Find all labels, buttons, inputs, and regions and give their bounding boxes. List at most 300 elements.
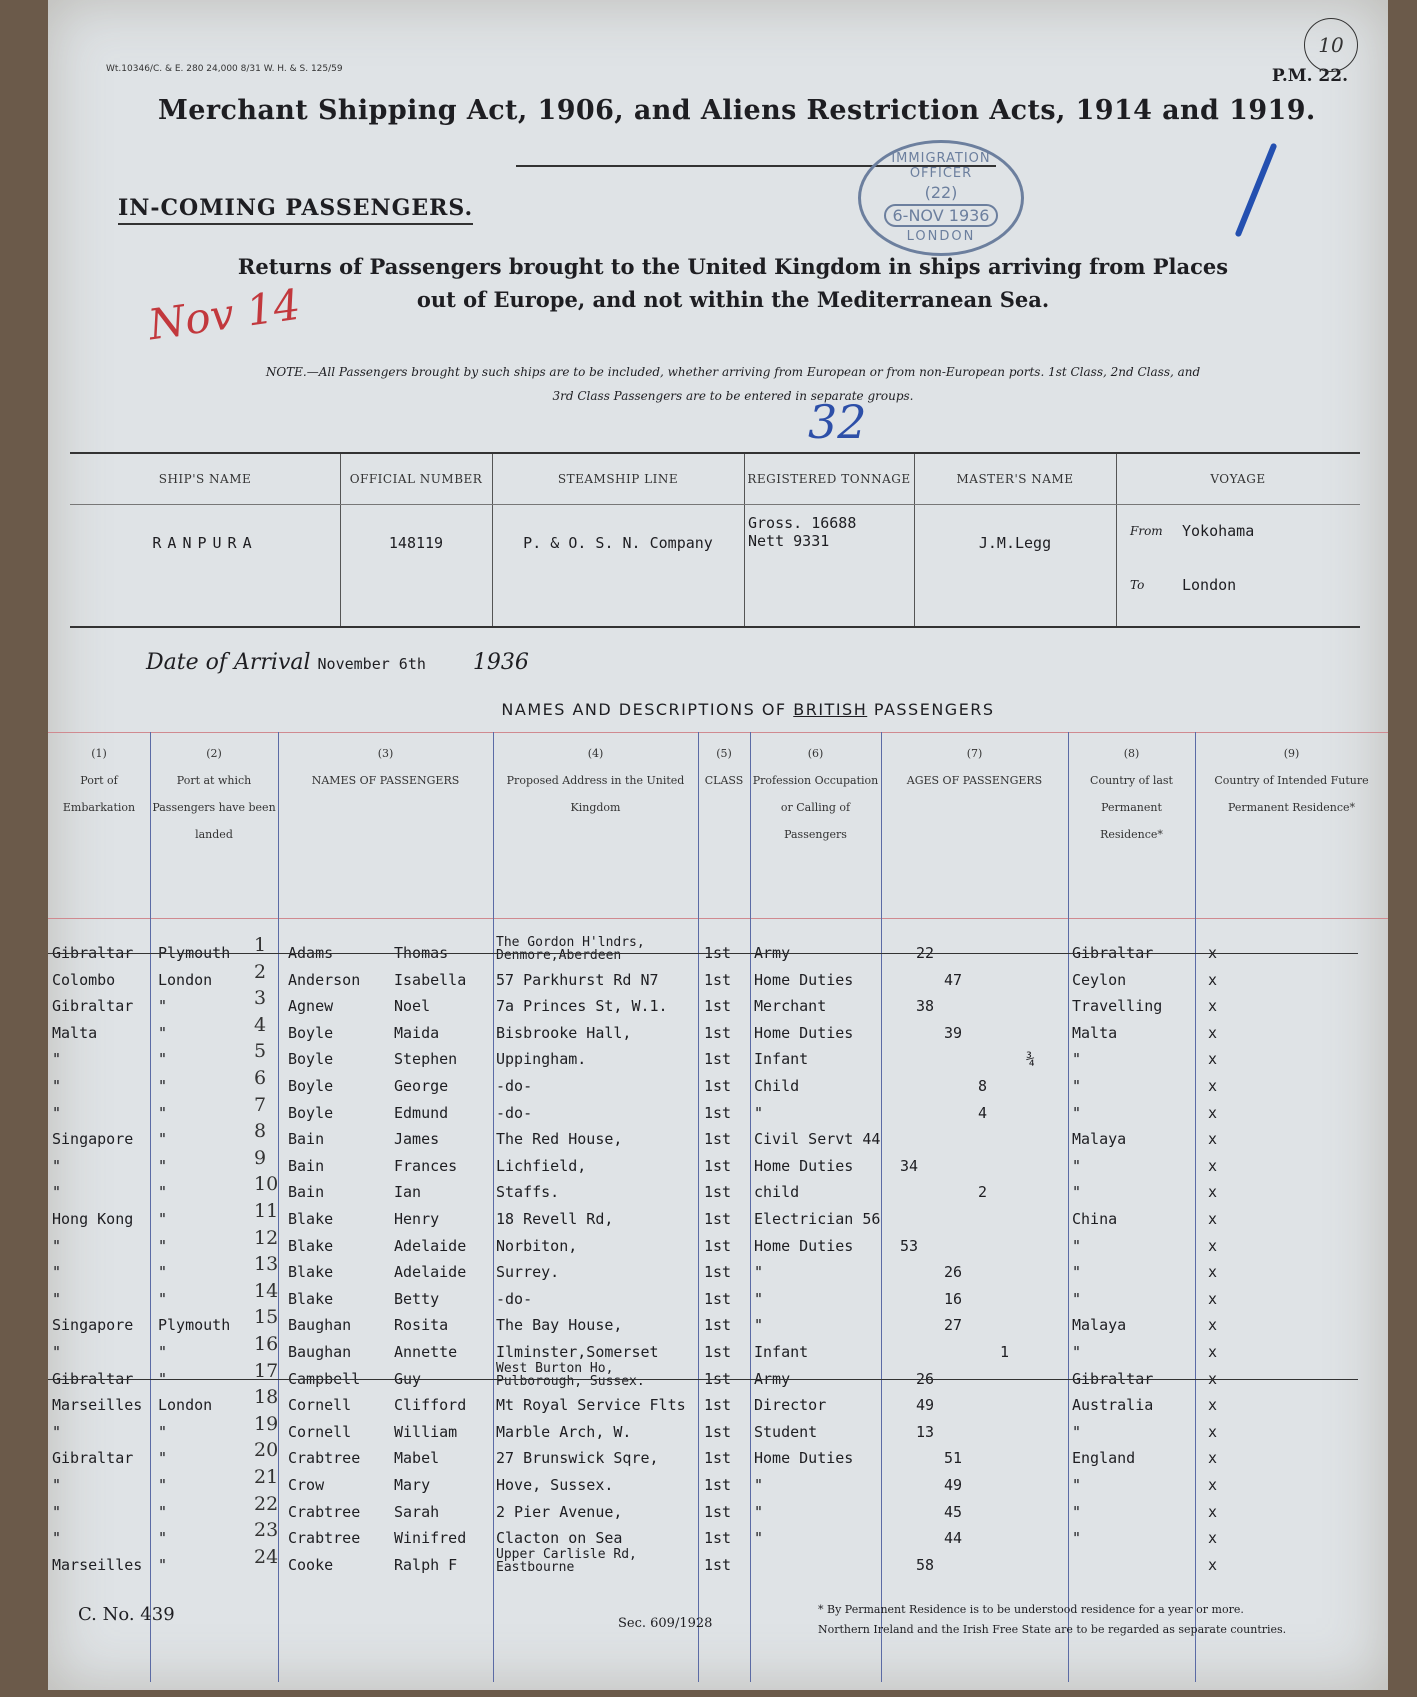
occupation: child: [754, 1183, 800, 1202]
table-row: [48, 1439, 1388, 1471]
table-row: [48, 1412, 1388, 1445]
master-col: [914, 454, 1117, 626]
col-header-2: (2) Port at which Passengers have been landed: [152, 747, 276, 841]
proposed-address: Upper Carlisle Rd, Eastbourne: [496, 1546, 637, 1575]
table-row: [48, 960, 1388, 993]
last-residence: ": [1072, 1263, 1082, 1282]
official-number-header: OFFICIAL NUMBER: [340, 454, 492, 505]
last-residence: ": [1072, 1422, 1082, 1441]
row-number: 11: [254, 1200, 279, 1222]
col-header-3: (3) NAMES OF PASSENGERS: [311, 747, 460, 787]
row-number: 21: [254, 1466, 279, 1488]
tonnage-gross: Gross. 16688: [748, 514, 857, 532]
occupation: ": [754, 1529, 764, 1548]
immigration-stamp: [858, 140, 1024, 256]
ship-info: [70, 452, 1360, 628]
port-of-embarkation: ": [52, 1183, 62, 1202]
tonnage-nett: Nett 9331: [748, 532, 830, 550]
port-of-embarkation: ": [52, 1289, 62, 1308]
passenger-given-name: William: [394, 1422, 458, 1441]
last-residence: ": [1072, 1236, 1082, 1255]
note-text: [168, 360, 1298, 408]
port-landed: ": [158, 997, 168, 1016]
port-landed: ": [158, 1210, 168, 1228]
port-of-embarkation: ": [52, 1077, 62, 1095]
occupation: ": [754, 1476, 764, 1494]
table-row: [48, 1067, 1388, 1099]
table-row: [48, 1306, 1388, 1338]
port-landed: ": [158, 1156, 168, 1175]
passenger-surname: Blake: [288, 1263, 334, 1282]
last-residence: ": [1072, 1529, 1082, 1548]
passenger-table: [48, 732, 1388, 1682]
port-of-embarkation: ": [52, 1156, 62, 1175]
arrival-label: Date of Arrival: [146, 650, 311, 675]
future-residence-mark: x: [1208, 1316, 1218, 1335]
port-landed: ": [158, 1263, 168, 1282]
last-residence: ": [1072, 1183, 1082, 1202]
returns-line: out of Europe, and not within the Mediterranean Sea.: [416, 287, 1050, 312]
future-residence-mark: x: [1208, 1077, 1218, 1095]
strike-through-line: [48, 953, 1358, 954]
passenger-surname: Baughan: [288, 1316, 352, 1335]
master-header: MASTER'S NAME: [914, 454, 1116, 505]
passenger-class: 1st: [704, 1316, 732, 1335]
passenger-age: 22: [916, 944, 935, 962]
table-row: [48, 1200, 1388, 1232]
stamp-line: (22): [924, 183, 958, 202]
passenger-surname: Blake: [288, 1236, 334, 1255]
table-row: [48, 1492, 1388, 1525]
passenger-class: 1st: [704, 1555, 732, 1574]
passenger-class: 1st: [704, 1529, 732, 1548]
port-of-embarkation: Gibraltar: [52, 944, 134, 962]
occupation: Army: [754, 1369, 791, 1388]
passenger-surname: Campbell: [288, 1369, 361, 1388]
passenger-given-name: Edmund: [394, 1103, 449, 1122]
passenger-class: 1st: [704, 970, 732, 989]
passenger-age: ¾: [1026, 1050, 1036, 1069]
passenger-given-name: Henry: [394, 1210, 440, 1228]
last-residence: ": [1072, 1156, 1082, 1175]
stamp-line: IMMIGRATION OFFICER: [891, 151, 991, 181]
passenger-age: 58: [916, 1555, 935, 1574]
passenger-given-name: Stephen: [394, 1050, 458, 1069]
passenger-given-name: Winifred: [394, 1529, 467, 1548]
port-of-embarkation: ": [52, 1422, 62, 1441]
proposed-address: Uppingham.: [496, 1050, 587, 1069]
future-residence-mark: x: [1208, 1103, 1218, 1122]
table-row: [48, 1013, 1388, 1046]
passenger-surname: Cornell: [288, 1422, 352, 1441]
passenger-class: 1st: [704, 1263, 732, 1282]
row-number: 24: [254, 1545, 279, 1568]
passenger-class: 1st: [704, 1476, 732, 1494]
occupation: Home Duties: [754, 1236, 854, 1255]
port-landed: ": [158, 1555, 168, 1574]
last-residence: ": [1072, 1103, 1082, 1122]
port-landed: ": [158, 1183, 168, 1202]
port-of-embarkation: ": [52, 1476, 62, 1494]
passenger-age: 38: [916, 997, 935, 1016]
proposed-address: Norbiton,: [496, 1236, 578, 1255]
proposed-address: Hove, Sussex.: [496, 1476, 614, 1494]
row-number: 20: [254, 1439, 279, 1462]
passenger-age: 47: [944, 970, 963, 989]
passenger-age: 1: [1000, 1343, 1010, 1361]
col-header-5: (5) CLASS: [704, 747, 744, 787]
note-line: 3rd Class Passengers are to be entered in separate groups.: [552, 389, 914, 403]
row-number: 18: [254, 1386, 279, 1409]
pen-mark: [1234, 143, 1277, 238]
passenger-surname: Agnew: [288, 997, 334, 1016]
future-residence-mark: x: [1208, 1449, 1218, 1468]
passenger-age: 39: [944, 1023, 963, 1042]
handwritten-note: Nov 14: [145, 279, 304, 350]
occupation: Child: [754, 1077, 800, 1095]
handwritten-note: 32: [808, 395, 867, 449]
from-label: From: [1130, 524, 1163, 538]
occupation: Home Duties: [754, 1449, 854, 1468]
table-title-post: PASSENGERS: [873, 700, 995, 719]
occupation: Civil Servt 44: [754, 1130, 881, 1149]
passenger-given-name: Ian: [394, 1183, 422, 1202]
proposed-address: 2 Pier Avenue,: [496, 1502, 623, 1521]
proposed-address: 57 Parkhurst Rd N7: [496, 970, 659, 989]
arrival-date: [146, 650, 529, 675]
future-residence-mark: x: [1208, 1130, 1218, 1149]
passenger-surname: Anderson: [288, 970, 361, 989]
port-of-embarkation: ": [52, 1502, 62, 1521]
passenger-class: 1st: [704, 1236, 732, 1255]
passenger-age: 44: [944, 1529, 963, 1548]
occupation: ": [754, 1502, 764, 1521]
proposed-address: 27 Brunswick Sqre,: [496, 1449, 659, 1468]
ship-name-col: [70, 454, 341, 626]
passenger-given-name: Sarah: [394, 1502, 440, 1521]
proposed-address: Marble Arch, W.: [496, 1422, 632, 1441]
passenger-class: 1st: [704, 1130, 732, 1149]
future-residence-mark: x: [1208, 1529, 1218, 1548]
passenger-surname: Bain: [288, 1183, 325, 1202]
port-of-embarkation: Marseilles: [52, 1555, 143, 1574]
port-of-embarkation: ": [52, 1050, 62, 1069]
port-landed: ": [158, 1050, 168, 1069]
last-residence: Ceylon: [1072, 970, 1127, 989]
last-residence: Gibraltar: [1072, 944, 1154, 962]
passenger-surname: Crabtree: [288, 1529, 361, 1548]
passenger-given-name: Clifford: [394, 1396, 467, 1415]
footnote-line: * By Permanent Residence is to be understood residence for a year or more.: [818, 1603, 1244, 1616]
future-residence-mark: x: [1208, 1343, 1218, 1361]
table-row: [48, 1279, 1388, 1312]
proposed-address: -do-: [496, 1077, 533, 1095]
passenger-class: 1st: [704, 1343, 732, 1361]
port-of-embarkation: ": [52, 1529, 62, 1548]
ship-name-header: SHIP'S NAME: [70, 454, 340, 505]
passenger-class: 1st: [704, 1103, 732, 1122]
passenger-given-name: Annette: [394, 1343, 458, 1361]
to-value: London: [1182, 576, 1237, 594]
last-residence: Malta: [1072, 1023, 1118, 1042]
port-of-embarkation: ": [52, 1263, 62, 1282]
col-header-9: (9) Country of Intended Future Permanent Residence*: [1214, 747, 1369, 814]
row-number: 17: [254, 1359, 279, 1382]
row-number: 9: [254, 1146, 267, 1169]
occupation: Infant: [754, 1343, 809, 1361]
print-reference: Wt.10346/C. & E. 280 24,000 8/31 W. H. & S. 125/59: [106, 64, 343, 74]
port-landed: ": [158, 1449, 168, 1468]
row-number: 7: [254, 1093, 267, 1116]
future-residence-mark: x: [1208, 1156, 1218, 1175]
table-row: [48, 934, 1388, 966]
future-residence-mark: x: [1208, 1023, 1218, 1042]
ship-name-value: RANPURA: [152, 534, 258, 552]
voyage-col: [1116, 454, 1360, 626]
row-number: 5: [254, 1040, 267, 1063]
occupation: Director: [754, 1396, 827, 1415]
row-number: 2: [254, 960, 267, 983]
port-landed: London: [158, 970, 213, 989]
proposed-address: -do-: [496, 1103, 533, 1122]
passenger-age: 49: [916, 1396, 935, 1415]
future-residence-mark: x: [1208, 1555, 1218, 1574]
passenger-age: 2: [978, 1183, 988, 1202]
passenger-age: 34: [900, 1156, 919, 1175]
passenger-class: 1st: [704, 1422, 732, 1441]
passenger-age: 45: [944, 1502, 963, 1521]
stamp-date: 6-NOV 1936: [884, 204, 998, 227]
proposed-address: The Red House,: [496, 1130, 623, 1149]
grid-line: [48, 918, 1388, 919]
last-residence: Malaya: [1072, 1130, 1127, 1149]
row-number: 4: [254, 1013, 267, 1036]
passenger-surname: Crow: [288, 1476, 325, 1494]
proposed-address: Lichfield,: [496, 1156, 587, 1175]
future-residence-mark: x: [1208, 1476, 1218, 1494]
last-residence: ": [1072, 1343, 1082, 1361]
table-row: [48, 1226, 1388, 1259]
grid-line: [48, 732, 1388, 733]
table-row: [48, 1173, 1388, 1205]
port-of-embarkation: ": [52, 1343, 62, 1361]
passenger-surname: Crabtree: [288, 1502, 361, 1521]
passenger-surname: Crabtree: [288, 1449, 361, 1468]
row-number: 13: [254, 1253, 279, 1276]
section-title: IN-COMING PASSENGERS.: [118, 195, 473, 225]
strike-through-line: [48, 1379, 1358, 1380]
passenger-class: 1st: [704, 1449, 732, 1468]
table-title-british: BRITISH: [793, 700, 868, 719]
last-residence: China: [1072, 1210, 1118, 1228]
port-landed: ": [158, 1529, 168, 1548]
port-landed: ": [158, 1236, 168, 1255]
table-row: [48, 1253, 1388, 1285]
port-landed: ": [158, 1130, 168, 1149]
table-row: [48, 1040, 1388, 1072]
passenger-surname: Boyle: [288, 1050, 334, 1069]
passenger-given-name: Frances: [394, 1156, 458, 1175]
port-of-embarkation: Hong Kong: [52, 1210, 134, 1228]
passenger-given-name: Thomas: [394, 944, 449, 962]
row-number: 14: [254, 1279, 279, 1302]
port-of-embarkation: ": [52, 1103, 62, 1122]
passenger-age: 16: [944, 1289, 963, 1308]
proposed-address: Mt Royal Service Flts: [496, 1396, 686, 1415]
port-landed: ": [158, 1343, 168, 1361]
occupation: Infant: [754, 1050, 809, 1069]
last-residence: ": [1072, 1289, 1082, 1308]
port-landed: ": [158, 1476, 168, 1494]
row-number: 19: [254, 1412, 279, 1435]
table-title-pre: NAMES AND DESCRIPTIONS OF: [501, 700, 787, 719]
last-residence: ": [1072, 1050, 1082, 1069]
occupation: Home Duties: [754, 1023, 854, 1042]
port-of-embarkation: Singapore: [52, 1316, 134, 1335]
future-residence-mark: x: [1208, 1369, 1218, 1388]
port-landed: Plymouth: [158, 944, 231, 962]
port-landed: ": [158, 1422, 168, 1441]
future-residence-mark: x: [1208, 1289, 1218, 1308]
future-residence-mark: x: [1208, 1502, 1218, 1521]
passenger-age: 13: [916, 1422, 935, 1441]
passenger-given-name: Noel: [394, 997, 431, 1016]
passenger-given-name: Mary: [394, 1476, 431, 1494]
future-residence-mark: x: [1208, 1422, 1218, 1441]
future-residence-mark: x: [1208, 997, 1218, 1016]
tonnage-col: [744, 454, 915, 626]
passenger-surname: Cornell: [288, 1396, 352, 1415]
row-number: 16: [254, 1333, 279, 1355]
port-of-embarkation: Gibraltar: [52, 997, 134, 1016]
row-number: 22: [254, 1492, 279, 1515]
passenger-surname: Blake: [288, 1210, 334, 1228]
port-landed: ": [158, 1023, 168, 1042]
passenger-surname: Boyle: [288, 1103, 334, 1122]
future-residence-mark: x: [1208, 1183, 1218, 1202]
passenger-class: 1st: [704, 1183, 732, 1202]
passenger-given-name: Betty: [394, 1289, 440, 1308]
passenger-surname: Cooke: [288, 1555, 334, 1574]
port-of-embarkation: Colombo: [52, 970, 116, 989]
occupation: Army: [754, 944, 791, 962]
tonnage-header: REGISTERED TONNAGE: [744, 454, 914, 505]
passenger-class: 1st: [704, 1289, 732, 1308]
col-header-7: (7) AGES OF PASSENGERS: [906, 747, 1043, 787]
footnote: [818, 1600, 1286, 1640]
row-number: 6: [254, 1067, 267, 1089]
row-number: 23: [254, 1519, 279, 1542]
row-number: 12: [254, 1226, 279, 1249]
row-number: 15: [254, 1306, 279, 1329]
col-header-4: (4) Proposed Address in the United Kingdom: [506, 747, 685, 814]
form-number: P.M. 22.: [1271, 66, 1348, 86]
passenger-given-name: Adelaide: [394, 1263, 467, 1282]
passenger-given-name: George: [394, 1077, 449, 1095]
last-residence: ": [1072, 1476, 1082, 1494]
document-page: [48, 0, 1388, 1690]
future-residence-mark: x: [1208, 944, 1218, 962]
table-row: [48, 1466, 1388, 1498]
passenger-class: 1st: [704, 1369, 732, 1388]
passenger-surname: Bain: [288, 1130, 325, 1149]
passenger-class: 1st: [704, 997, 732, 1016]
last-residence: Australia: [1072, 1396, 1154, 1415]
occupation: ": [754, 1316, 764, 1335]
passenger-given-name: Mabel: [394, 1449, 440, 1468]
occupation: Home Duties: [754, 970, 854, 989]
returns-line: Returns of Passengers brought to the United Kingdom in ships arriving from Places: [237, 254, 1229, 279]
steamship-line-header: STEAMSHIP LINE: [492, 454, 744, 505]
occupation: Student: [754, 1422, 818, 1441]
passenger-age: 53: [900, 1236, 919, 1255]
passenger-class: 1st: [704, 1396, 732, 1415]
proposed-address: Surrey.: [496, 1263, 560, 1282]
last-residence: Malaya: [1072, 1316, 1127, 1335]
port-of-embarkation: Gibraltar: [52, 1369, 134, 1388]
table-row: [48, 1093, 1388, 1126]
footnote-line: Northern Ireland and the Irish Free State are to be regarded as separate countries.: [818, 1623, 1287, 1636]
passenger-class: 1st: [704, 1502, 732, 1521]
table-row: [48, 1333, 1388, 1365]
passenger-class: 1st: [704, 1050, 732, 1069]
passenger-age: 26: [916, 1369, 935, 1388]
port-landed: Plymouth: [158, 1316, 231, 1335]
row-number: 10: [254, 1173, 279, 1196]
passenger-given-name: Ralph F: [394, 1555, 458, 1574]
table-row: [48, 1519, 1388, 1551]
master-value: J.M.Legg: [978, 534, 1052, 552]
occupation: ": [754, 1289, 764, 1308]
passenger-surname: Boyle: [288, 1077, 334, 1095]
steamship-line-col: [492, 454, 745, 626]
future-residence-mark: x: [1208, 1263, 1218, 1282]
passenger-surname: Adams: [288, 944, 334, 962]
passenger-class: 1st: [704, 1210, 732, 1228]
future-residence-mark: x: [1208, 1210, 1218, 1228]
row-number: 8: [254, 1120, 267, 1143]
table-row: [48, 1545, 1388, 1578]
proposed-address: The Bay House,: [496, 1316, 623, 1335]
proposed-address: Ilminster,Somerset: [496, 1343, 659, 1361]
future-residence-mark: x: [1208, 970, 1218, 989]
occupation: Merchant: [754, 997, 827, 1016]
passenger-age: 27: [944, 1316, 963, 1335]
passenger-class: 1st: [704, 944, 732, 962]
passenger-given-name: Maida: [394, 1023, 440, 1042]
last-residence: Gibraltar: [1072, 1369, 1154, 1388]
proposed-address: Staffs.: [496, 1183, 560, 1202]
port-of-embarkation: Gibraltar: [52, 1449, 134, 1468]
passenger-age: 49: [944, 1476, 963, 1494]
voyage-header: VOYAGE: [1116, 454, 1360, 505]
proposed-address: Bisbrooke Hall,: [496, 1023, 632, 1042]
passenger-surname: Blake: [288, 1289, 334, 1308]
table-title: [348, 700, 1148, 719]
last-residence: ": [1072, 1502, 1082, 1521]
occupation: Home Duties: [754, 1156, 854, 1175]
passenger-given-name: Isabella: [394, 970, 467, 989]
passenger-given-name: Rosita: [394, 1316, 449, 1335]
port-of-embarkation: Marseilles: [52, 1396, 143, 1415]
table-row: [48, 1146, 1388, 1179]
passenger-surname: Bain: [288, 1156, 325, 1175]
future-residence-mark: x: [1208, 1236, 1218, 1255]
passenger-age: 51: [944, 1449, 963, 1468]
returns-heading: [158, 250, 1308, 316]
stamp-line: LONDON: [906, 229, 976, 244]
port-of-embarkation: Singapore: [52, 1130, 134, 1149]
